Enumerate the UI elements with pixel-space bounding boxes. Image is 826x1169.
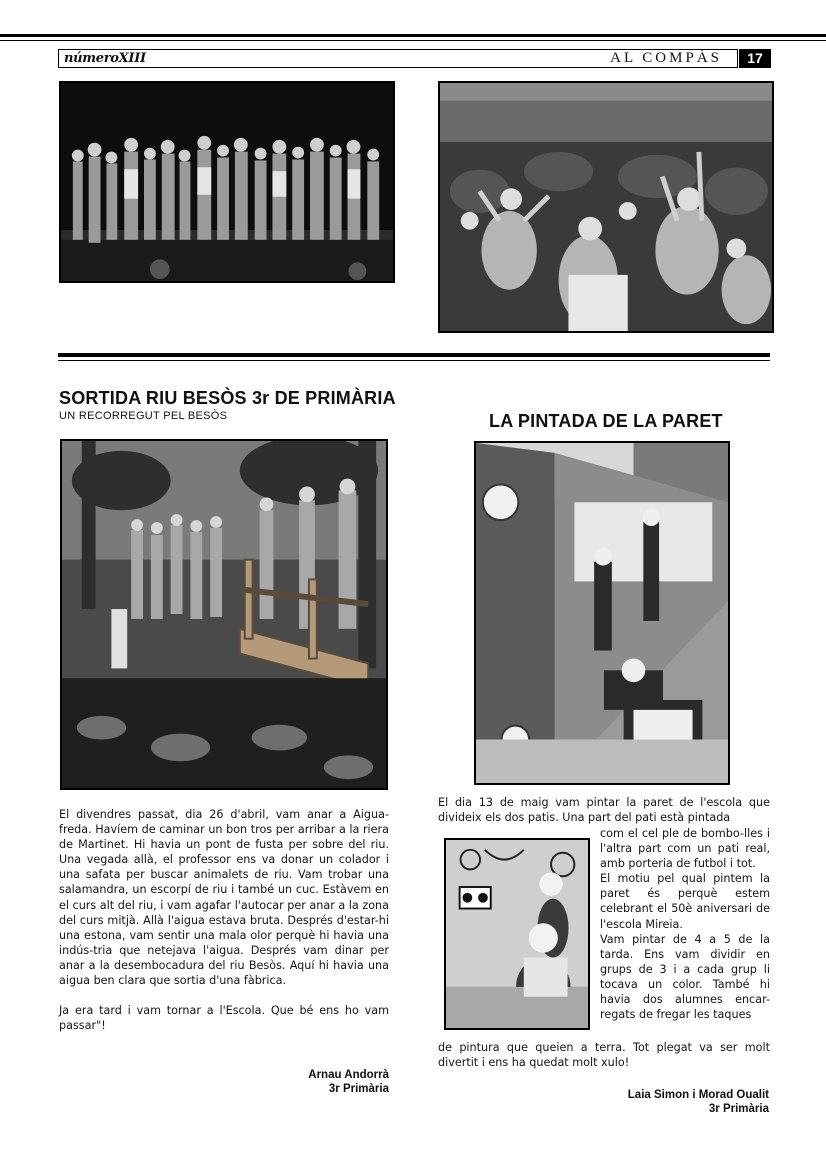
section-rule-thin <box>58 360 770 361</box>
magazine-name: AL COMPÀS <box>610 50 722 66</box>
page-number: 17 <box>739 49 771 68</box>
issue-number: númeroXIII <box>64 51 146 66</box>
photo-audience <box>438 81 774 333</box>
article2-intro: El dia 13 de maig vam pintar la paret de l'escola que divideix els dos patis. Una part del pati està pintada <box>438 796 770 825</box>
photo-stage-performance <box>59 81 395 283</box>
article1-subtitle: UN RECORREGUT PEL BESÒS <box>59 410 228 422</box>
article2-wrap-2: El motiu pel qual pintem la paret és perquè estem celebrant el 50è aniversari de l'escola Mireia. <box>600 872 770 931</box>
top-rule-thick <box>0 34 826 37</box>
section-rule-thick <box>58 353 770 357</box>
article2-wrap-3: Vam pintar de 4 a 5 de la tarda. Ens vam dividir en grups de 3 i a cada grup li tocava un color. També hi havia dos alumnes encar-regats de fregar les taques <box>600 932 770 1022</box>
article1-paragraph-2: Ja era tard i vam tornar a l'Escola. Que bé ens ho vam passar"! <box>59 1004 389 1033</box>
article2-outro: de pintura que queien a terra. Tot plegat va ser molt divertit i ens ha quedat molt xulo! <box>438 1041 770 1070</box>
article1-author: Arnau Andorrà <box>308 1069 389 1081</box>
article2-signature <box>560 1088 769 1116</box>
article1-paragraph-1: El divendres passat, dia 26 d'abril, vam anar a Aigua-freda. Havíem de caminar un bon tros per arribar a la riera de Martinet. Hi havia un pont de fusta per sobre del riu. Una vegada allà, el professor ens va donar un colador i una safata per buscar animalets de riu. Vam trobar una salamandra, un escorpí de riu i també un cuc. Estàvem en el curs alt del riu, i vam agafar l'autocar per anar a la zona del curs mitjà. Allà l'aigua estava bruta. Després d'estar-hi una estona, vam sentir una mala olor perquè hi havia una indús-tria que netejava l'aigua. Després vam dinar per anar a la desembocadura del riu Besòs. Aquí hi havia una aigua ben clara que sortia d'una fàbrica. <box>59 808 389 988</box>
photo-wall-painting <box>474 441 730 785</box>
article1-author-class: 3r Primària <box>328 1083 389 1095</box>
article2-wrap-text <box>600 826 770 1022</box>
article1-body <box>59 807 389 1048</box>
article1-title: SORTIDA RIU BESÒS 3r DE PRIMÀRIA <box>59 388 396 408</box>
article1-signature <box>200 1068 389 1096</box>
photo-children-mural <box>444 838 590 1030</box>
article2-wrap-1: com el cel ple de bombo-lles i l'altra part com un pati real, amb porteria de futbol i tot. <box>600 827 770 871</box>
article2-title: LA PINTADA DE LA PARET <box>489 411 723 431</box>
top-rule-thin <box>0 40 826 41</box>
article2-author-class: 3r Primària <box>708 1103 769 1115</box>
article2-author: Laia Simon i Morad Oualit <box>627 1089 769 1101</box>
photo-river-bridge <box>60 439 388 790</box>
